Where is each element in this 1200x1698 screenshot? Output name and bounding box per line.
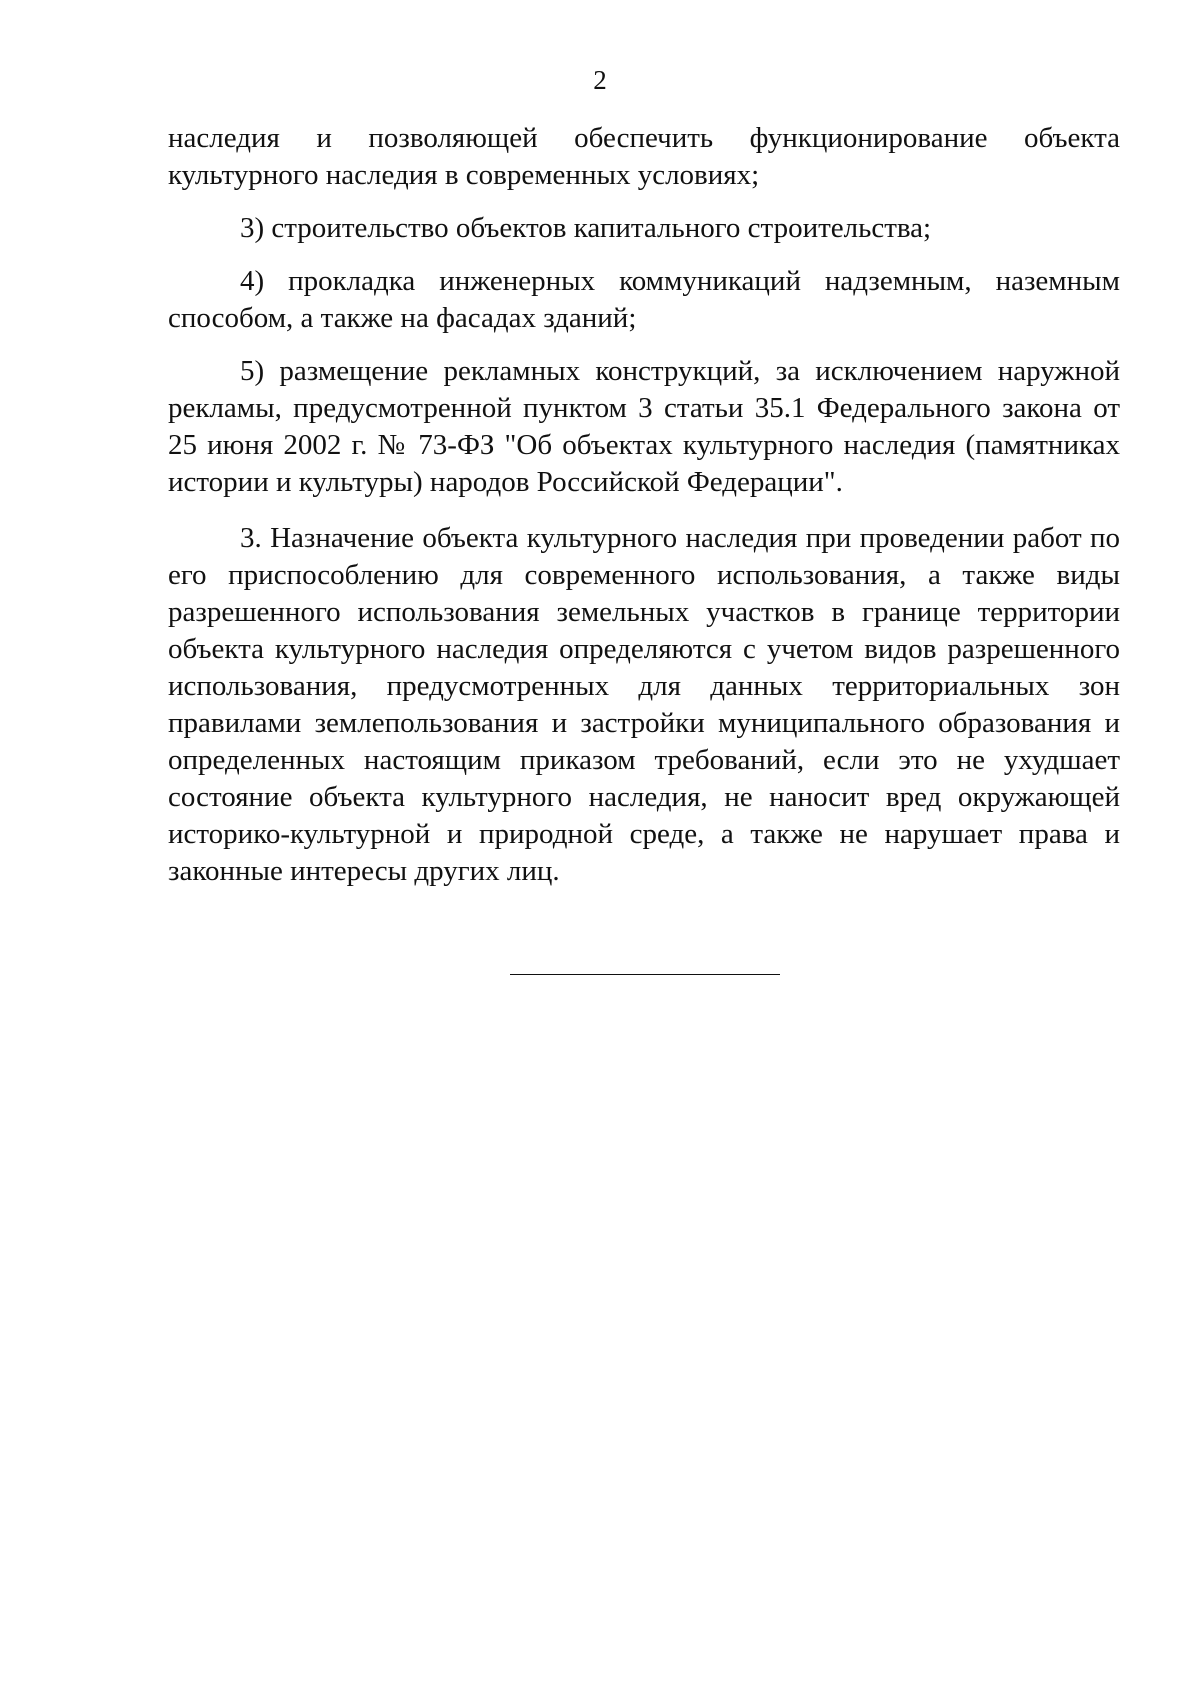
paragraph-section-3: 3. Назначение объекта культурного наследия при проведении работ по его приспособлению для современного использования, а также виды разрешенного использования земельных участков в границе территории объекта культурного наследия определяются с учетом видов разрешенного использования, предусмотренных для данных территориальных зон правилами землепользования и застройки муниципального образования и определенных настоящим приказом требований, если это не ухудшает состояние объекта культурного наследия, не наносит вред окружающей историко-культурной и природной среде, а также не нарушает права и законные интересы других лиц. (168, 522, 1120, 887)
paragraph-continuation: наследия и позволяющей обеспечить функционирование объекта культурного наследия в современных условиях; (168, 122, 1120, 191)
paragraph-item-3: 3) строительство объектов капитального строительства; (240, 212, 932, 244)
end-divider (510, 974, 780, 975)
page-number: 2 (593, 65, 607, 95)
paragraph-item-4: 4) прокладка инженерных коммуникаций надземным, наземным способом, а также на фасадах зданий; (168, 265, 1120, 334)
paragraph-item-5: 5) размещение рекламных конструкций, за исключением наружной рекламы, предусмотренной пунктом 3 статьи 35.1 Федерального закона от 25 июня 2002 г. № 73-ФЗ "Об объектах культурного наследия (памятниках истории и культуры) народов Российской Федерации". (168, 355, 1120, 498)
document-body (168, 120, 1120, 890)
